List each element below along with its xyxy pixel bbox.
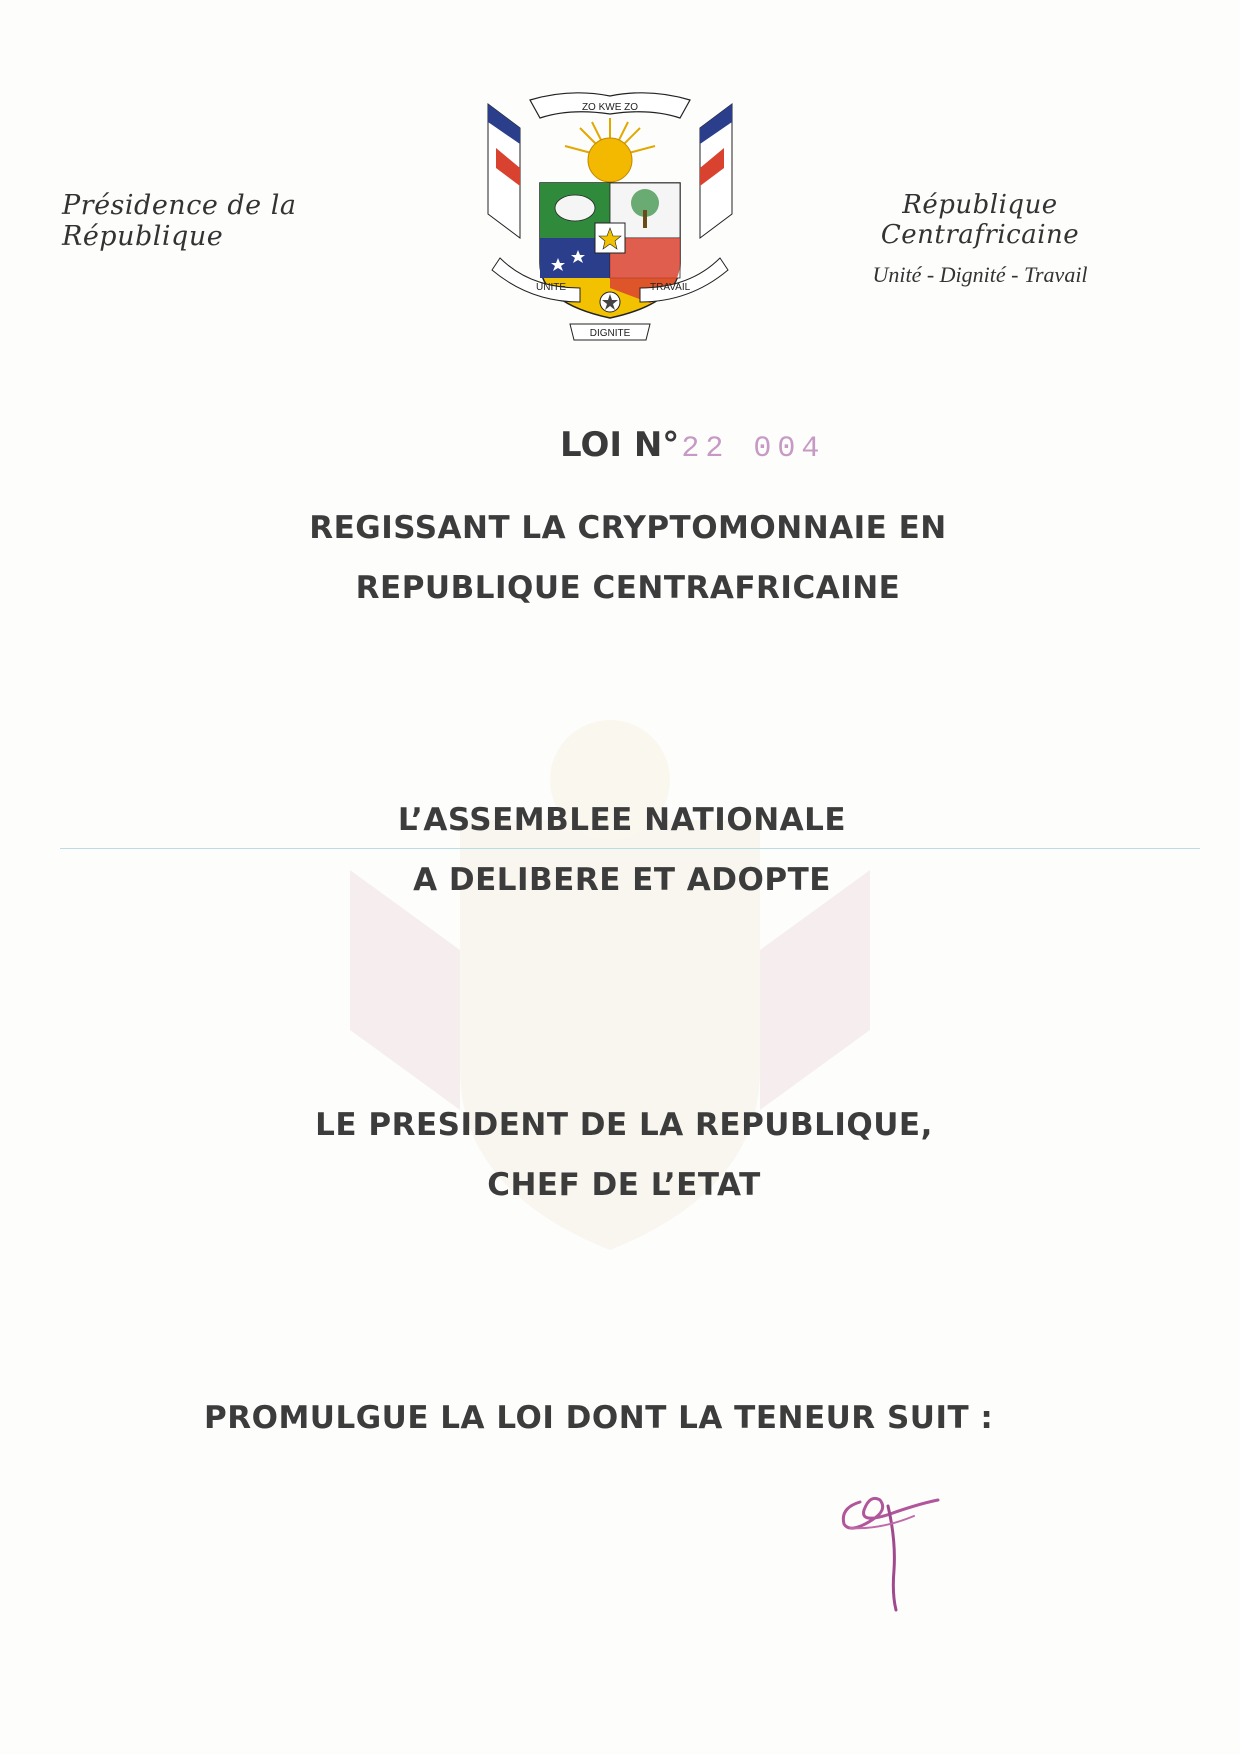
republic-heading-block	[800, 190, 1160, 288]
law-number-stamp: 22 004	[681, 432, 826, 466]
law-title	[8, 498, 1240, 618]
scan-artifact-line	[60, 848, 1200, 849]
promulgation-statement: PROMULGUE LA LOI DONT LA TENEUR SUIT :	[204, 1400, 994, 1436]
emblem-top-banner: ZO KWE ZO	[581, 102, 639, 113]
emblem-ribbon-bottom: DIGNITE	[589, 328, 631, 339]
law-number	[560, 425, 825, 466]
emblem-ribbon-left: UNITE	[536, 282, 566, 293]
president-line-1: LE PRESIDENT DE LA REPUBLIQUE,	[315, 1107, 933, 1143]
coat-of-arms-icon	[470, 88, 750, 348]
president-statement	[4, 1095, 1240, 1215]
law-title-line-1: REGISSANT LA CRYPTOMONNAIE EN	[309, 510, 947, 546]
assembly-statement	[2, 790, 1240, 910]
law-title-line-2: REPUBLIQUE CENTRAFRICAINE	[355, 570, 901, 606]
emblem-ribbon-right: TRAVAIL	[650, 282, 691, 293]
signature-icon	[830, 1470, 950, 1620]
law-number-prefix: LOI N°	[560, 425, 680, 465]
assembly-line-2: A DELIBERE ET ADOPTE	[413, 862, 831, 898]
republic-motto: Unité - Dignité - Travail	[872, 262, 1088, 287]
presidence-heading: Présidence de la République	[62, 190, 297, 252]
president-line-2: CHEF DE L’ETAT	[487, 1167, 761, 1203]
republic-heading: République Centrafricaine	[880, 190, 1080, 250]
assembly-line-1: L’ASSEMBLEE NATIONALE	[397, 802, 847, 838]
